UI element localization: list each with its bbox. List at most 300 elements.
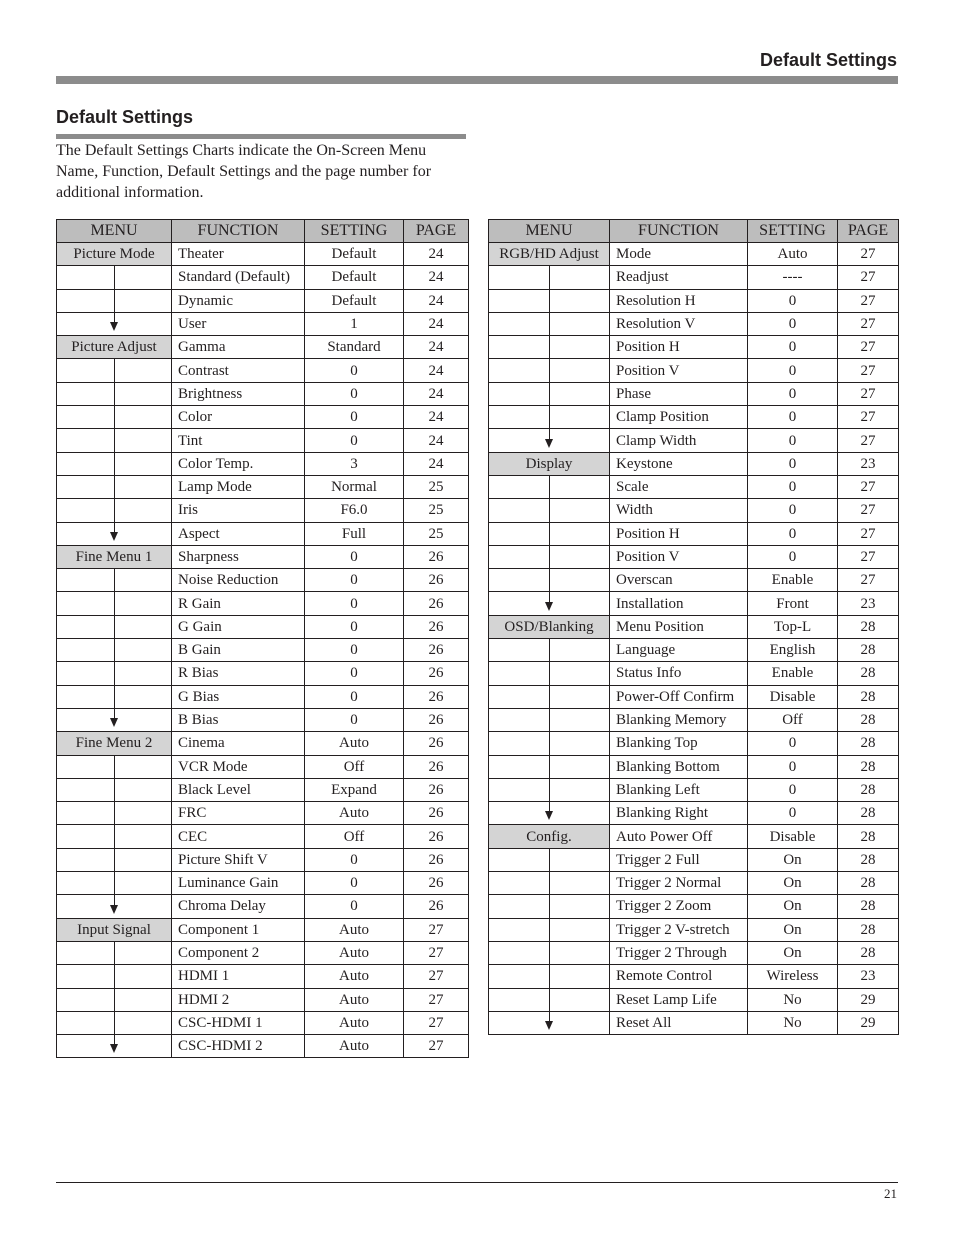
function-cell: Dynamic — [172, 289, 305, 312]
column-header-menu: MENU — [489, 220, 610, 243]
menu-continuation-cell — [489, 965, 610, 988]
table-row — [489, 918, 899, 941]
table-body-right — [489, 243, 899, 1035]
connector-line — [549, 965, 550, 988]
setting-cell: 0 — [748, 732, 838, 755]
connector-line — [549, 336, 550, 359]
connector-line — [549, 918, 550, 941]
connector-line — [114, 429, 115, 452]
table-row — [57, 872, 469, 895]
table-row — [489, 802, 899, 825]
column-header-function: FUNCTION — [172, 220, 305, 243]
table-row — [489, 755, 899, 778]
menu-continuation-cell — [57, 429, 172, 452]
page-cell: 27 — [838, 406, 899, 429]
menu-name-cell: Fine Menu 2 — [57, 732, 172, 755]
menu-continuation-cell — [489, 895, 610, 918]
function-cell: CSC-HDMI 2 — [172, 1035, 305, 1058]
table-body-left — [57, 243, 469, 1058]
table-row — [57, 569, 469, 592]
setting-cell: On — [748, 941, 838, 964]
connector-line — [549, 895, 550, 918]
function-cell: Position H — [610, 522, 748, 545]
connector-line — [114, 592, 115, 615]
table-row — [489, 778, 899, 801]
connector-line — [549, 266, 550, 289]
connector-line — [114, 825, 115, 848]
setting-cell: 0 — [305, 639, 404, 662]
table-row — [489, 685, 899, 708]
setting-cell: 0 — [305, 406, 404, 429]
function-cell: B Bias — [172, 708, 305, 731]
connector-line — [114, 475, 115, 498]
arrow-down-icon — [110, 1044, 118, 1053]
table-row — [57, 615, 469, 638]
table-row — [489, 708, 899, 731]
connector-line — [549, 685, 550, 708]
setting-cell: Off — [748, 708, 838, 731]
table-row — [489, 988, 899, 1011]
table-row — [57, 382, 469, 405]
menu-name-cell: Input Signal — [57, 918, 172, 941]
setting-cell: Normal — [305, 475, 404, 498]
setting-cell: 0 — [305, 615, 404, 638]
column-header-page: PAGE — [838, 220, 899, 243]
table-row — [57, 545, 469, 568]
page-cell: 27 — [404, 1035, 469, 1058]
page-cell: 24 — [404, 289, 469, 312]
table-row — [489, 941, 899, 964]
function-cell: Brightness — [172, 382, 305, 405]
setting-cell: Auto — [748, 243, 838, 266]
function-cell: Clamp Position — [610, 406, 748, 429]
table-row — [57, 429, 469, 452]
table-row — [57, 848, 469, 871]
menu-continuation-cell — [489, 732, 610, 755]
menu-continuation-cell — [489, 522, 610, 545]
page-cell: 23 — [838, 965, 899, 988]
page-cell: 24 — [404, 243, 469, 266]
menu-continuation-cell — [489, 872, 610, 895]
connector-line — [549, 382, 550, 405]
settings-table-right — [488, 219, 899, 1035]
connector-line — [549, 988, 550, 1011]
setting-cell: 0 — [748, 382, 838, 405]
setting-cell: 0 — [748, 778, 838, 801]
setting-cell: 0 — [748, 359, 838, 382]
function-cell: Standard (Default) — [172, 266, 305, 289]
setting-cell: Default — [305, 266, 404, 289]
table-row — [489, 266, 899, 289]
menu-continuation-cell — [57, 778, 172, 801]
page-cell: 23 — [838, 452, 899, 475]
menu-name-cell: Display — [489, 452, 610, 475]
page-cell: 27 — [838, 499, 899, 522]
table-row — [489, 382, 899, 405]
page-cell: 27 — [838, 522, 899, 545]
table-row — [57, 499, 469, 522]
setting-cell: Enable — [748, 569, 838, 592]
menu-continuation-cell — [489, 592, 610, 615]
setting-cell: On — [748, 895, 838, 918]
table-row — [57, 266, 469, 289]
setting-cell: Default — [305, 289, 404, 312]
function-cell: R Bias — [172, 662, 305, 685]
setting-cell: Disable — [748, 685, 838, 708]
function-cell: Blanking Right — [610, 802, 748, 825]
page-cell: 28 — [838, 732, 899, 755]
menu-continuation-cell — [489, 312, 610, 335]
arrow-down-icon — [545, 1021, 553, 1030]
page-cell: 24 — [404, 312, 469, 335]
setting-cell: On — [748, 918, 838, 941]
menu-continuation-cell — [57, 382, 172, 405]
connector-line — [114, 941, 115, 964]
table-row — [489, 499, 899, 522]
page-cell: 27 — [838, 336, 899, 359]
setting-cell: 0 — [305, 382, 404, 405]
table-row — [489, 895, 899, 918]
table-row — [489, 872, 899, 895]
setting-cell: On — [748, 872, 838, 895]
connector-line — [549, 569, 550, 592]
page-cell: 25 — [404, 522, 469, 545]
function-cell: Trigger 2 Zoom — [610, 895, 748, 918]
function-cell: G Gain — [172, 615, 305, 638]
function-cell: Trigger 2 Through — [610, 941, 748, 964]
menu-continuation-cell — [489, 289, 610, 312]
page-cell: 26 — [404, 639, 469, 662]
menu-continuation-cell — [489, 499, 610, 522]
page-cell: 27 — [838, 359, 899, 382]
table-row — [489, 475, 899, 498]
setting-cell: Top-L — [748, 615, 838, 638]
connector-line — [549, 289, 550, 312]
page-cell: 24 — [404, 336, 469, 359]
connector-line — [114, 965, 115, 988]
setting-cell: 0 — [748, 336, 838, 359]
function-cell: Picture Shift V — [172, 848, 305, 871]
table-row — [57, 918, 469, 941]
table-row — [489, 848, 899, 871]
connector-line — [549, 475, 550, 498]
connector-line — [549, 312, 550, 335]
page-cell: 24 — [404, 382, 469, 405]
column-header-menu: MENU — [57, 220, 172, 243]
table-row — [57, 639, 469, 662]
page-cell: 26 — [404, 592, 469, 615]
menu-continuation-cell — [57, 941, 172, 964]
table-row — [57, 475, 469, 498]
setting-cell: Front — [748, 592, 838, 615]
setting-cell: Expand — [305, 778, 404, 801]
setting-cell: Auto — [305, 941, 404, 964]
setting-cell: Default — [305, 243, 404, 266]
setting-cell: 0 — [748, 312, 838, 335]
table-row — [489, 545, 899, 568]
function-cell: Keystone — [610, 452, 748, 475]
setting-cell: 0 — [748, 452, 838, 475]
connector-line — [114, 639, 115, 662]
menu-name-cell: Fine Menu 1 — [57, 545, 172, 568]
setting-cell: No — [748, 1011, 838, 1034]
column-header-setting: SETTING — [748, 220, 838, 243]
arrow-down-icon — [545, 439, 553, 448]
page-cell: 28 — [838, 848, 899, 871]
setting-cell: 0 — [748, 522, 838, 545]
setting-cell: Auto — [305, 965, 404, 988]
connector-line — [549, 778, 550, 801]
table-row — [489, 336, 899, 359]
page-cell: 26 — [404, 569, 469, 592]
menu-continuation-cell — [489, 1011, 610, 1034]
table-row — [57, 359, 469, 382]
setting-cell: 0 — [305, 895, 404, 918]
function-cell: Trigger 2 Normal — [610, 872, 748, 895]
menu-continuation-cell — [57, 639, 172, 662]
table-row — [489, 406, 899, 429]
table-header-row — [489, 220, 899, 243]
table-row — [57, 778, 469, 801]
table-row — [57, 755, 469, 778]
page-cell: 26 — [404, 848, 469, 871]
table-row — [489, 359, 899, 382]
function-cell: B Gain — [172, 639, 305, 662]
setting-cell: 0 — [305, 359, 404, 382]
table-row — [57, 941, 469, 964]
arrow-down-icon — [110, 718, 118, 727]
menu-continuation-cell — [489, 429, 610, 452]
function-cell: VCR Mode — [172, 755, 305, 778]
connector-line — [114, 755, 115, 778]
menu-continuation-cell — [489, 266, 610, 289]
page-cell: 27 — [404, 965, 469, 988]
page-cell: 26 — [404, 778, 469, 801]
function-cell: Installation — [610, 592, 748, 615]
page-cell: 24 — [404, 406, 469, 429]
table-row — [57, 1035, 469, 1058]
connector-line — [114, 1011, 115, 1034]
function-cell: Readjust — [610, 266, 748, 289]
page-cell: 26 — [404, 755, 469, 778]
table-row — [57, 312, 469, 335]
table-row — [489, 569, 899, 592]
page-cell: 26 — [404, 708, 469, 731]
connector-line — [114, 778, 115, 801]
page-cell: 27 — [838, 545, 899, 568]
page-cell: 28 — [838, 639, 899, 662]
table-row — [57, 406, 469, 429]
arrow-down-icon — [110, 322, 118, 331]
function-cell: HDMI 1 — [172, 965, 305, 988]
function-cell: G Bias — [172, 685, 305, 708]
page-cell: 26 — [404, 685, 469, 708]
table-row — [57, 988, 469, 1011]
setting-cell: Auto — [305, 1035, 404, 1058]
menu-continuation-cell — [489, 569, 610, 592]
table-row — [489, 452, 899, 475]
function-cell: Clamp Width — [610, 429, 748, 452]
page-cell: 28 — [838, 685, 899, 708]
function-cell: Reset Lamp Life — [610, 988, 748, 1011]
setting-cell: 0 — [748, 499, 838, 522]
function-cell: Contrast — [172, 359, 305, 382]
connector-line — [114, 802, 115, 825]
menu-continuation-cell — [489, 382, 610, 405]
table-header-row — [57, 220, 469, 243]
table-row — [489, 429, 899, 452]
column-header-page: PAGE — [404, 220, 469, 243]
function-cell: Color — [172, 406, 305, 429]
page-cell: 25 — [404, 499, 469, 522]
page-cell: 27 — [838, 266, 899, 289]
table-row — [489, 965, 899, 988]
page-cell: 27 — [838, 312, 899, 335]
function-cell: Cinema — [172, 732, 305, 755]
setting-cell: English — [748, 639, 838, 662]
page-cell: 28 — [838, 825, 899, 848]
menu-continuation-cell — [57, 685, 172, 708]
connector-line — [549, 406, 550, 429]
function-cell: Component 1 — [172, 918, 305, 941]
function-cell: Overscan — [610, 569, 748, 592]
table-row — [489, 312, 899, 335]
menu-continuation-cell — [57, 872, 172, 895]
setting-cell: F6.0 — [305, 499, 404, 522]
page-cell: 26 — [404, 895, 469, 918]
page-number: 21 — [884, 1186, 897, 1201]
menu-continuation-cell — [489, 941, 610, 964]
page-cell: 28 — [838, 872, 899, 895]
page-cell: 28 — [838, 615, 899, 638]
connector-line — [114, 569, 115, 592]
setting-cell: Enable — [748, 662, 838, 685]
connector-line — [114, 499, 115, 522]
menu-continuation-cell — [57, 825, 172, 848]
page-cell: 28 — [838, 918, 899, 941]
page-cell: 27 — [404, 1011, 469, 1034]
menu-continuation-cell — [57, 499, 172, 522]
connector-line — [114, 289, 115, 312]
function-cell: Auto Power Off — [610, 825, 748, 848]
menu-continuation-cell — [489, 475, 610, 498]
menu-continuation-cell — [489, 708, 610, 731]
function-cell: Resolution V — [610, 312, 748, 335]
menu-name-cell: Config. — [489, 825, 610, 848]
setting-cell: Standard — [305, 336, 404, 359]
page-cell: 28 — [838, 941, 899, 964]
page-cell: 26 — [404, 615, 469, 638]
function-cell: Theater — [172, 243, 305, 266]
arrow-down-icon — [545, 602, 553, 611]
connector-line — [549, 941, 550, 964]
menu-continuation-cell — [57, 359, 172, 382]
page-cell: 26 — [404, 662, 469, 685]
function-cell: User — [172, 312, 305, 335]
function-cell: Black Level — [172, 778, 305, 801]
menu-continuation-cell — [489, 778, 610, 801]
function-cell: Noise Reduction — [172, 569, 305, 592]
header-title: Default Settings — [759, 50, 897, 70]
function-cell: Mode — [610, 243, 748, 266]
table-row — [57, 592, 469, 615]
section-title: Default Settings — [56, 107, 194, 127]
connector-line — [549, 545, 550, 568]
function-cell: Menu Position — [610, 615, 748, 638]
menu-name-cell: Picture Adjust — [57, 336, 172, 359]
menu-continuation-cell — [57, 452, 172, 475]
function-cell: CEC — [172, 825, 305, 848]
table-row — [489, 639, 899, 662]
connector-line — [549, 755, 550, 778]
function-cell: CSC-HDMI 1 — [172, 1011, 305, 1034]
function-cell: Language — [610, 639, 748, 662]
setting-cell: Off — [305, 825, 404, 848]
menu-continuation-cell — [57, 848, 172, 871]
intro-paragraph: The Default Settings Charts indicate the On-Screen Menu Name, Function, Default Settings and the page number for additional information. — [56, 142, 432, 201]
page-cell: 27 — [404, 988, 469, 1011]
connector-line — [114, 872, 115, 895]
table-row — [489, 825, 899, 848]
arrow-down-icon — [545, 811, 553, 820]
connector-line — [549, 522, 550, 545]
function-cell: Color Temp. — [172, 452, 305, 475]
connector-line — [114, 406, 115, 429]
page-cell: 25 — [404, 475, 469, 498]
setting-cell: 0 — [748, 475, 838, 498]
setting-cell: 0 — [305, 848, 404, 871]
function-cell: Iris — [172, 499, 305, 522]
setting-cell: 0 — [305, 592, 404, 615]
setting-cell: 0 — [305, 569, 404, 592]
menu-continuation-cell — [57, 708, 172, 731]
setting-cell: Full — [305, 522, 404, 545]
setting-cell: 0 — [748, 429, 838, 452]
setting-cell: 0 — [748, 406, 838, 429]
setting-cell: Auto — [305, 802, 404, 825]
function-cell: Reset All — [610, 1011, 748, 1034]
page-cell: 27 — [838, 289, 899, 312]
function-cell: Trigger 2 V-stretch — [610, 918, 748, 941]
function-cell: Width — [610, 499, 748, 522]
table-row — [57, 965, 469, 988]
page-cell: 28 — [838, 708, 899, 731]
page-cell: 29 — [838, 988, 899, 1011]
page-cell: 27 — [404, 941, 469, 964]
function-cell: Blanking Memory — [610, 708, 748, 731]
page-cell: 26 — [404, 802, 469, 825]
setting-cell: 1 — [305, 312, 404, 335]
table-row — [489, 289, 899, 312]
table-row — [489, 662, 899, 685]
setting-cell: Auto — [305, 732, 404, 755]
menu-continuation-cell — [57, 895, 172, 918]
connector-line — [114, 359, 115, 382]
setting-cell: Wireless — [748, 965, 838, 988]
page-cell: 27 — [838, 429, 899, 452]
setting-cell: Auto — [305, 918, 404, 941]
connector-line — [114, 662, 115, 685]
table-row — [57, 452, 469, 475]
menu-name-cell: Picture Mode — [57, 243, 172, 266]
connector-line — [549, 872, 550, 895]
table-row — [489, 592, 899, 615]
connector-line — [114, 452, 115, 475]
function-cell: Blanking Bottom — [610, 755, 748, 778]
menu-continuation-cell — [57, 522, 172, 545]
setting-cell: Auto — [305, 1011, 404, 1034]
page-cell: 27 — [838, 475, 899, 498]
